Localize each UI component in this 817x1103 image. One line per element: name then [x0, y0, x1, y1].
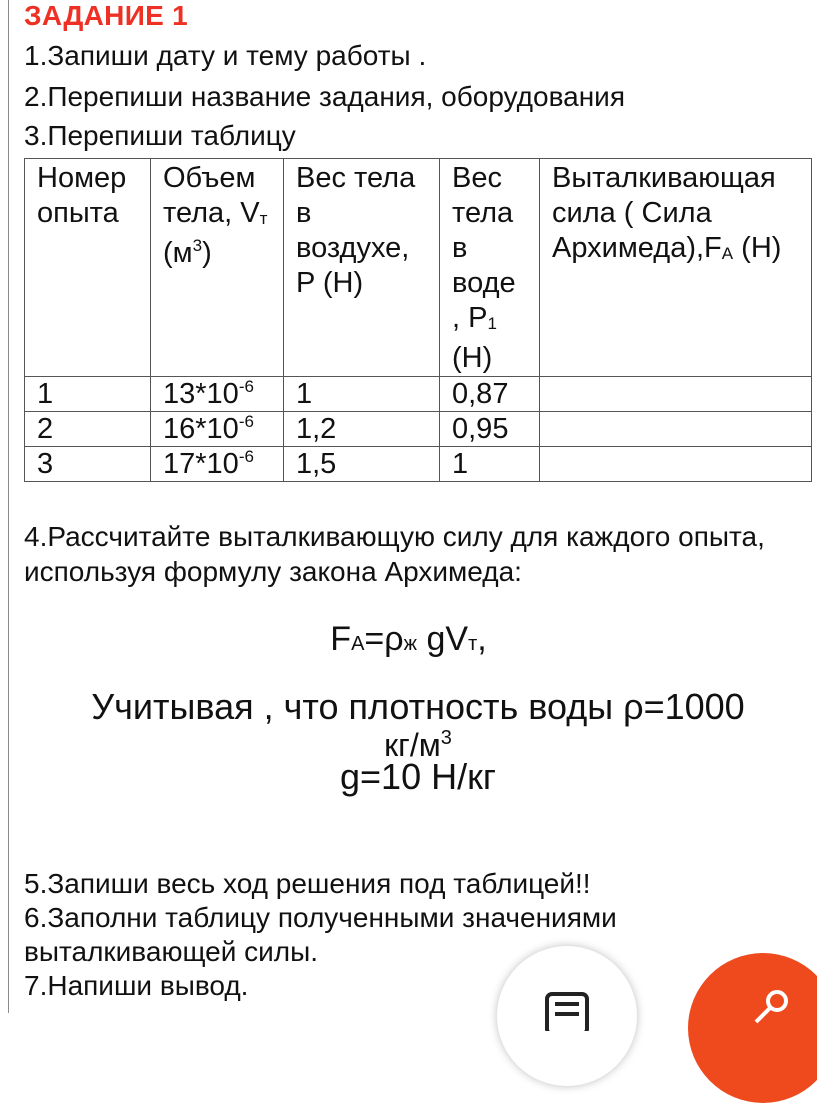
header-weight-air: Вес тела в воздухе, P (Н): [284, 159, 440, 377]
share-link-button[interactable]: [688, 953, 817, 1103]
step-6: 6.Заполни таблицу полученными значениями: [24, 902, 617, 933]
cell-buoyant-force: [540, 447, 812, 482]
table-row: [25, 412, 812, 447]
header-weight-water: Вес тела в воде , $P_1$ (Н): [440, 159, 540, 377]
table-header-row: [25, 159, 812, 377]
cell-volume: $17*10^{-6}$: [151, 447, 284, 482]
cell-buoyant-force: [540, 412, 812, 447]
cell-weight-water: 1: [440, 447, 540, 482]
density-units: $кг/м^3$: [384, 727, 452, 763]
data-table: [24, 158, 812, 482]
cell-number: 1: [25, 377, 151, 412]
cell-weight-air: 1: [284, 377, 440, 412]
task-title: ЗАДАНИЕ 1: [24, 0, 189, 31]
step-6-continued: выталкивающей силы.: [24, 936, 319, 967]
archimedes-formula: FА=ρж gVт,: [330, 620, 487, 658]
step-5: 5.Запиши весь ход решения под таблицей!!: [24, 868, 591, 899]
gravity-note: g=10 Н/кг: [340, 756, 496, 797]
cell-weight-water: 0,95: [440, 412, 540, 447]
step-7: 7.Напиши вывод.: [24, 970, 249, 1001]
header-buoyant-force: Выталкивающая сила ( Сила $Архимеда),F_А$ (Н): [540, 159, 812, 377]
cell-weight-air: 1,5: [284, 447, 440, 482]
cell-buoyant-force: [540, 377, 812, 412]
notes-icon: [544, 991, 590, 1031]
table-row: [25, 447, 812, 482]
cell-weight-water: 0,87: [440, 377, 540, 412]
step-3: 3.Перепиши таблицу: [24, 120, 296, 151]
page-border: [8, 0, 9, 1013]
step-2: 2.Перепиши название задания, оборудования: [24, 81, 625, 112]
cell-number: 3: [25, 447, 151, 482]
cell-weight-air: 1,2: [284, 412, 440, 447]
notes-button[interactable]: [497, 946, 637, 1086]
link-icon: [750, 986, 794, 1026]
cell-volume: $13*10^{-6}$: [151, 377, 284, 412]
density-note: Учитывая , что плотность воды ρ=1000: [91, 686, 745, 727]
header-experiment-number: Номер опыта: [25, 159, 151, 377]
cell-volume: $16*10^{-6}$: [151, 412, 284, 447]
header-volume: Объем тела, $V_т$ $(м^3)$: [151, 159, 284, 377]
step-1: 1.Запиши дату и тему работы .: [24, 40, 427, 71]
cell-number: 2: [25, 412, 151, 447]
table-row: [25, 377, 812, 412]
step-4: 4.Рассчитайте выталкивающую силу для каждого опыта, используя формулу закона Архимеда:: [24, 521, 765, 587]
